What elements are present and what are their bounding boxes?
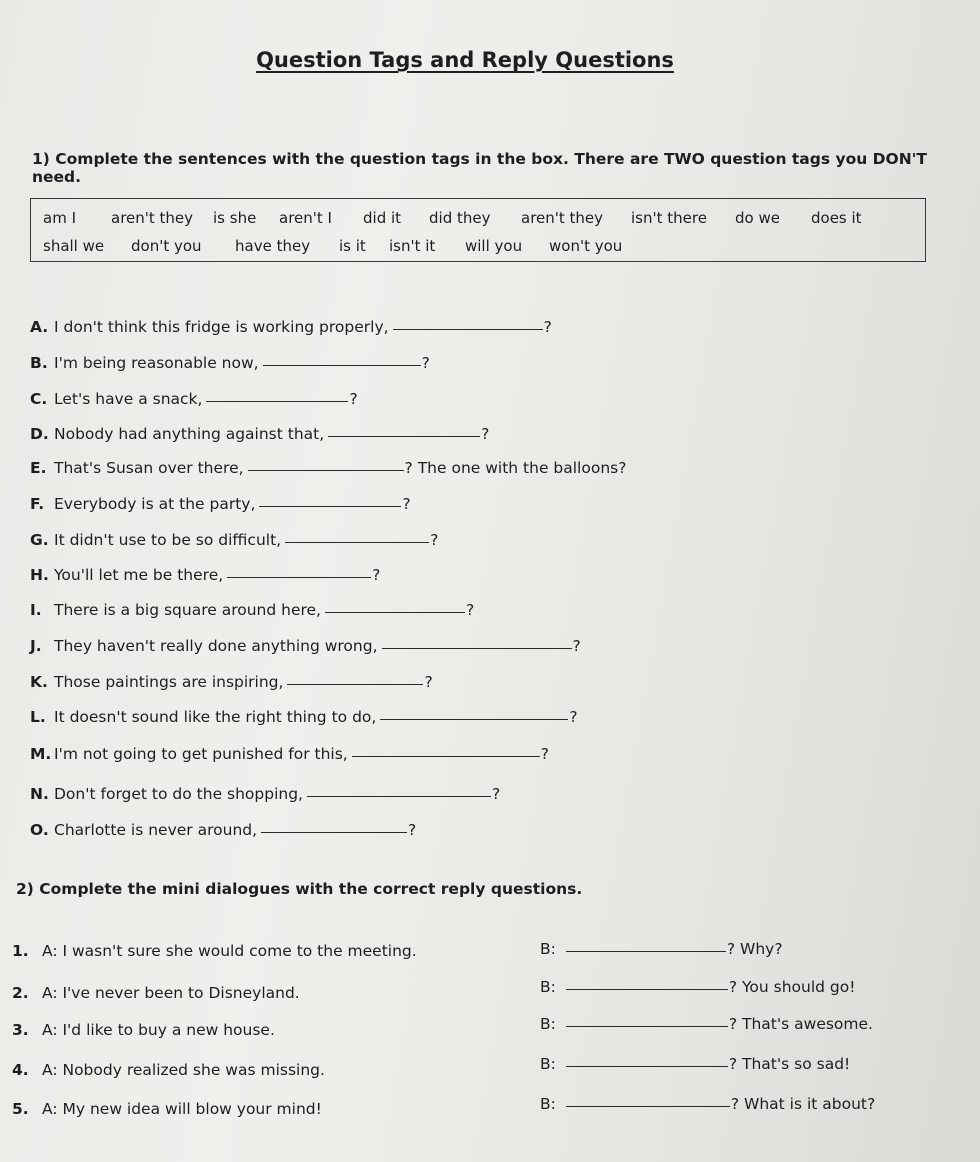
exercise-item-o	[30, 821, 416, 839]
item-letter: D.	[30, 425, 49, 443]
tag-item: aren't they	[111, 209, 194, 227]
dialogue-2-reply	[540, 978, 855, 996]
speaker-b-label: B:	[540, 1095, 556, 1113]
item-sentence: Don't forget to do the shopping,	[54, 785, 303, 803]
tag-item: have they	[235, 237, 311, 255]
dialogue-number: 2.	[12, 984, 29, 1002]
exercise-item-e	[30, 459, 626, 477]
tag-item: aren't they	[521, 209, 604, 227]
item-ending: ?	[465, 601, 475, 619]
reply-blank[interactable]	[566, 1065, 728, 1067]
item-ending: ?	[540, 745, 549, 763]
dialogue-3-prompt	[8, 1021, 275, 1039]
tag-item: isn't it	[389, 237, 436, 255]
tag-item: is she	[213, 209, 257, 227]
dialogue-number: 1.	[12, 942, 29, 960]
exercise-item-a	[30, 318, 552, 336]
reply-blank[interactable]	[566, 988, 728, 990]
speaker-b-label: B:	[540, 1015, 556, 1033]
tag-item: am I	[43, 209, 76, 227]
answer-blank[interactable]	[263, 364, 421, 366]
item-letter: B.	[30, 354, 48, 372]
dialogue-1-prompt	[8, 942, 417, 960]
tag-item: do we	[735, 209, 780, 227]
answer-blank[interactable]	[352, 755, 540, 757]
tag-item: did it	[363, 209, 402, 227]
answer-blank[interactable]	[307, 795, 491, 797]
tag-item: isn't there	[631, 209, 707, 227]
item-ending: ?	[569, 708, 578, 726]
item-sentence: I don't think this fridge is working properly,	[54, 318, 389, 336]
dialogue-3-reply	[540, 1015, 873, 1033]
item-letter: M.	[30, 745, 52, 763]
item-ending: ?	[572, 637, 581, 655]
item-letter: E.	[30, 459, 47, 477]
reply-ending: ? That's awesome.	[728, 1015, 873, 1033]
exercise-item-c	[30, 390, 358, 408]
item-letter: O.	[30, 821, 49, 839]
item-sentence: Charlotte is never around,	[54, 821, 258, 839]
item-sentence: They haven't really done anything wrong,	[54, 637, 378, 655]
answer-blank[interactable]	[206, 400, 348, 402]
speaker-b-label: B:	[540, 940, 556, 958]
dialogue-4-reply	[540, 1055, 850, 1073]
dialogue-a-line: A: I've never been to Disneyland.	[42, 984, 300, 1002]
speaker-b-label: B:	[540, 978, 556, 996]
item-sentence: It doesn't sound like the right thing to do,	[54, 708, 377, 726]
answer-blank[interactable]	[328, 435, 480, 437]
item-letter: K.	[30, 673, 48, 691]
answer-blank[interactable]	[287, 683, 423, 685]
item-sentence: There is a big square around here,	[54, 601, 321, 619]
tag-row-2	[43, 237, 917, 261]
dialogue-number: 3.	[12, 1021, 29, 1039]
title-text: Question Tags and Reply Questions	[256, 48, 674, 72]
reply-blank[interactable]	[566, 950, 726, 952]
dialogue-1-reply	[540, 940, 783, 958]
item-ending: ?	[491, 785, 501, 803]
answer-blank[interactable]	[248, 469, 404, 471]
exercise-item-i	[30, 601, 474, 619]
answer-blank[interactable]	[325, 611, 465, 613]
tag-item: won't you	[549, 237, 623, 255]
dialogue-number: 5.	[12, 1100, 29, 1118]
reply-blank[interactable]	[566, 1105, 730, 1107]
item-ending: ?	[481, 425, 490, 443]
item-ending: ?	[408, 821, 417, 839]
reply-ending: ? You should go!	[728, 978, 856, 996]
tag-row-1	[43, 209, 917, 233]
exercise-item-m	[30, 745, 549, 763]
reply-blank[interactable]	[566, 1025, 728, 1027]
reply-ending: ? Why?	[726, 940, 783, 958]
answer-blank[interactable]	[285, 541, 429, 543]
item-ending: ?	[543, 318, 552, 336]
answer-blank[interactable]	[259, 505, 401, 507]
item-ending: ?	[349, 390, 358, 408]
answer-blank[interactable]	[380, 718, 568, 720]
item-ending: ?	[421, 354, 430, 372]
item-letter: I.	[30, 601, 42, 619]
tag-item: did they	[429, 209, 491, 227]
item-ending: ?	[430, 531, 439, 549]
item-sentence: Nobody had anything against that,	[54, 425, 325, 443]
item-sentence: Let's have a snack,	[54, 390, 203, 408]
exercise-item-l	[30, 708, 578, 726]
tag-item: shall we	[43, 237, 105, 255]
item-letter: C.	[30, 390, 48, 408]
dialogue-a-line: A: Nobody realized she was missing.	[42, 1061, 325, 1079]
dialogue-a-line: A: I'd like to buy a new house.	[42, 1021, 275, 1039]
item-ending: ? The one with the balloons?	[404, 459, 627, 477]
item-sentence: That's Susan over there,	[54, 459, 244, 477]
exercise-item-d	[30, 425, 489, 443]
section-1-heading: 1) Complete the sentences with the question tags in the box. There are TWO question tags you DON'T need.	[32, 150, 927, 186]
answer-blank[interactable]	[227, 576, 371, 578]
dialogue-a-line: A: My new idea will blow your mind!	[42, 1100, 322, 1118]
item-letter: H.	[30, 566, 49, 584]
dialogue-5-prompt	[8, 1100, 322, 1118]
item-letter: G.	[30, 531, 49, 549]
exercise-item-k	[30, 673, 433, 691]
speaker-b-label: B:	[540, 1055, 556, 1073]
dialogue-number: 4.	[12, 1061, 29, 1079]
item-sentence: It didn't use to be so difficult,	[54, 531, 282, 549]
exercise-item-g	[30, 531, 438, 549]
reply-ending: ? What is it about?	[730, 1095, 876, 1113]
reply-ending: ? That's so sad!	[728, 1055, 851, 1073]
tag-item: is it	[339, 237, 366, 255]
tag-item: don't you	[131, 237, 202, 255]
exercise-item-b	[30, 354, 430, 372]
item-sentence: I'm being reasonable now,	[54, 354, 259, 372]
item-ending: ?	[424, 673, 433, 691]
dialogue-a-line: A: I wasn't sure she would come to the meeting.	[42, 942, 417, 960]
question-tag-box	[30, 198, 926, 262]
dialogue-4-prompt	[8, 1061, 325, 1079]
item-letter: A.	[30, 318, 49, 336]
item-letter: N.	[30, 785, 49, 803]
answer-blank[interactable]	[261, 831, 407, 833]
page-title	[0, 48, 930, 72]
item-sentence: I'm not going to get punished for this,	[54, 745, 348, 763]
item-letter: J.	[30, 637, 42, 655]
item-letter: L.	[30, 708, 46, 726]
exercise-item-n	[30, 785, 500, 803]
answer-blank[interactable]	[382, 647, 572, 649]
tag-item: aren't I	[279, 209, 332, 227]
exercise-item-f	[30, 495, 411, 513]
dialogue-5-reply	[540, 1095, 875, 1113]
tag-item: does it	[811, 209, 862, 227]
item-sentence: Everybody is at the party,	[54, 495, 256, 513]
exercise-item-j	[30, 637, 581, 655]
tag-item: will you	[465, 237, 523, 255]
item-ending: ?	[372, 566, 381, 584]
item-sentence: You'll let me be there,	[54, 566, 224, 584]
item-letter: F.	[30, 495, 45, 513]
dialogue-2-prompt	[8, 984, 300, 1002]
item-ending: ?	[402, 495, 411, 513]
answer-blank[interactable]	[393, 328, 543, 330]
section-2-heading: 2) Complete the mini dialogues with the correct reply questions.	[16, 880, 583, 898]
item-sentence: Those paintings are inspiring,	[54, 673, 284, 691]
exercise-item-h	[30, 566, 380, 584]
